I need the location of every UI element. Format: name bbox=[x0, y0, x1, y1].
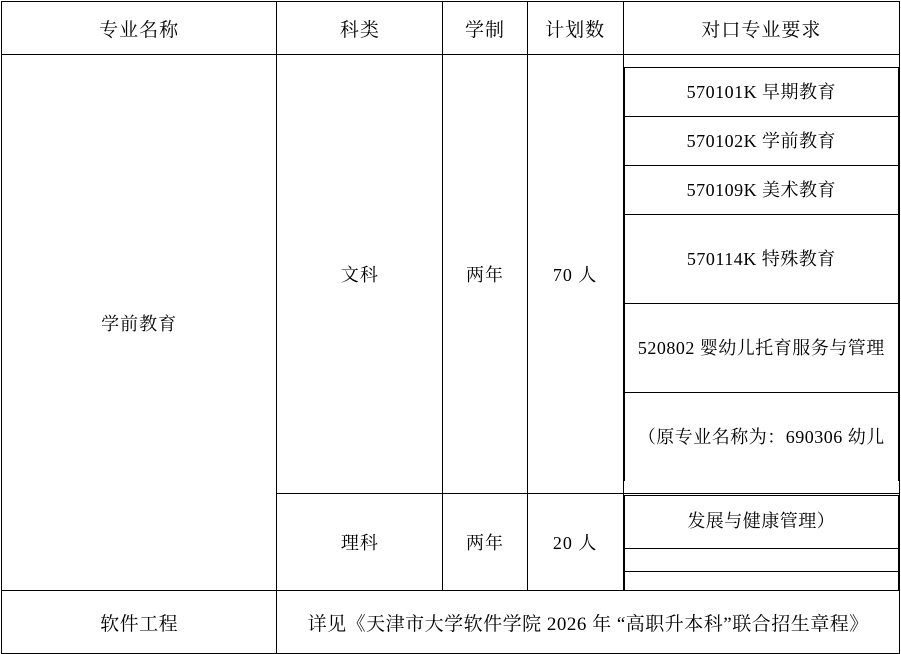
cell-kind-liberal-arts: 文科 bbox=[277, 55, 443, 494]
requirement-item bbox=[624, 393, 898, 482]
cell-kind-science: 理科 bbox=[277, 494, 443, 591]
requirement-blank-2 bbox=[624, 571, 898, 590]
column-header-requirements: 对口专业要求 bbox=[623, 2, 899, 55]
table-row bbox=[2, 591, 900, 654]
requirement-570101K: 570101K 早期教育 bbox=[624, 68, 898, 117]
requirement-item bbox=[624, 68, 898, 117]
requirement-570109K: 570109K 美术教育 bbox=[624, 166, 898, 215]
requirement-item bbox=[624, 166, 898, 215]
table-header bbox=[2, 2, 900, 55]
requirements-list-arts bbox=[624, 67, 899, 481]
requirement-item bbox=[624, 571, 898, 590]
column-header-plan: 计划数 bbox=[527, 2, 623, 55]
requirement-item bbox=[624, 548, 898, 571]
requirement-item bbox=[624, 117, 898, 166]
table-header-row bbox=[2, 2, 900, 55]
requirement-original-name-note: （原专业名称为：690306 幼儿 bbox=[624, 393, 898, 482]
table-body bbox=[2, 55, 900, 654]
column-header-major: 专业名称 bbox=[2, 2, 277, 55]
cell-plan-70: 70 人 bbox=[527, 55, 623, 494]
document-page bbox=[0, 1, 901, 654]
column-header-kind: 科类 bbox=[277, 2, 443, 55]
cell-requirements-arts bbox=[623, 55, 899, 494]
cell-major-preschool: 学前教育 bbox=[2, 55, 277, 591]
requirement-item bbox=[624, 215, 898, 304]
cell-system-two-years-arts: 两年 bbox=[443, 55, 527, 494]
requirement-health-management: 发展与健康管理） bbox=[624, 495, 898, 548]
requirement-blank-1 bbox=[624, 548, 898, 571]
requirement-item bbox=[624, 495, 898, 548]
requirement-570114K: 570114K 特殊教育 bbox=[624, 215, 898, 304]
cell-system-two-years-science: 两年 bbox=[443, 494, 527, 591]
cell-software-engineering-note: 详见《天津市大学软件学院 2026 年 “高职升本科”联合招生章程》 bbox=[277, 591, 900, 654]
requirement-520802: 520802 婴幼儿托育服务与管理 bbox=[624, 304, 898, 393]
admission-plan-table bbox=[1, 1, 900, 654]
cell-plan-20: 20 人 bbox=[527, 494, 623, 591]
table-row bbox=[2, 55, 900, 494]
requirement-570102K: 570102K 学前教育 bbox=[624, 117, 898, 166]
requirements-list-science bbox=[624, 495, 899, 590]
column-header-system: 学制 bbox=[443, 2, 527, 55]
requirement-item bbox=[624, 304, 898, 393]
cell-requirements-science bbox=[623, 494, 899, 591]
cell-major-software-engineering: 软件工程 bbox=[2, 591, 277, 654]
